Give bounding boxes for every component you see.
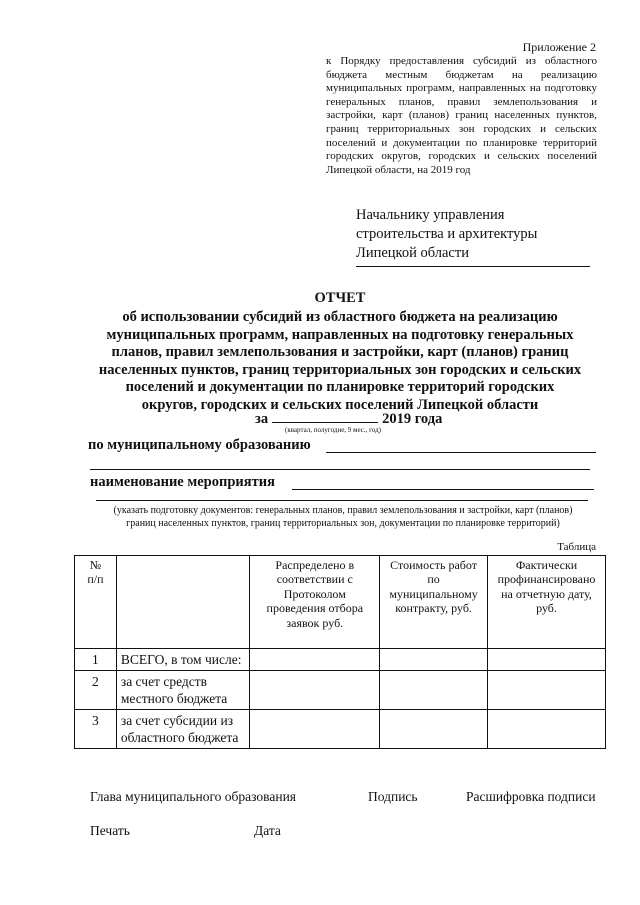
subtitle-line: поселений и документации по планировке территорий городских <box>125 379 555 396</box>
table-label: Таблица <box>557 541 596 553</box>
row-num: 1 <box>75 649 117 671</box>
measure-hint-line: границ населенных пунктов, границ территориальных зон, документации по планировке территорий) <box>126 517 560 529</box>
addressee-line: Начальнику управления <box>356 207 505 223</box>
row-name: ВСЕГО, в том числе: <box>116 649 250 671</box>
period-blank[interactable] <box>272 410 378 423</box>
table-row <box>75 671 606 710</box>
row-cost-cell[interactable] <box>380 649 488 671</box>
appendix-text: к Порядку предоставления субсидий из областного бюджета местным бюджетам на реализацию муниципальных программ, направленных на подготовку генеральных планов, правил землепользования и застройки, карт (планов) границ населенных пунктов, границ территориальных зон городских и сельских поселений и документации по планировке территорий городских округов, городских и сельских поселений Липецкой области, на 2019 год <box>326 55 597 176</box>
row-cost-cell[interactable] <box>380 710 488 749</box>
header-financed: Фактически профинансировано на отчетную дату, руб. <box>488 556 606 649</box>
row-distributed-cell[interactable] <box>250 649 380 671</box>
measure-hint <box>88 505 598 530</box>
subtitle-line: населенных пунктов, границ территориальных зон городских и сельских <box>98 361 582 378</box>
measure-blank-2[interactable] <box>96 500 588 501</box>
report-table <box>74 555 606 749</box>
measure-label: наименование мероприятия <box>90 474 275 490</box>
addressee-block <box>356 206 537 263</box>
header-num-text: п/п <box>87 572 104 587</box>
municipality-blank-2[interactable] <box>90 469 590 470</box>
measure-blank[interactable] <box>292 489 594 490</box>
table-row <box>75 710 606 749</box>
row-cost-cell[interactable] <box>380 671 488 710</box>
row-num: 3 <box>75 710 117 749</box>
measure-hint-line: (указать подготовку документов: генеральных планов, правил землепользования и застройки, карт (планов) <box>113 505 573 516</box>
subtitle-line: округов, городских и сельских поселений Липецкой области <box>141 396 539 413</box>
addressee-signature-line <box>356 266 590 267</box>
table-row <box>75 649 606 671</box>
row-num: 2 <box>75 671 117 710</box>
row-name: за счет средств местного бюджета <box>116 671 250 710</box>
footer-date-label: Дата <box>254 823 281 838</box>
row-distributed-cell[interactable] <box>250 710 380 749</box>
period-hint: (квартал, полугодие, 9 мес., год) <box>284 426 382 434</box>
subtitle-line: об использовании субсидий из областного бюджета на реализацию <box>122 309 558 325</box>
addressee-line: Липецкой области <box>356 245 469 261</box>
subtitle-line: муниципальных программ, направленных на подготовку генеральных <box>106 326 574 343</box>
footer-signature-label: Подпись <box>368 789 418 804</box>
header-num <box>75 556 117 649</box>
header-name <box>116 556 250 649</box>
period-prefix: за <box>255 411 269 427</box>
footer-decryption-label: Расшифровка подписи <box>466 789 596 804</box>
footer-stamp-label: Печать <box>90 823 130 838</box>
row-distributed-cell[interactable] <box>250 671 380 710</box>
row-financed-cell[interactable] <box>488 649 606 671</box>
row-financed-cell[interactable] <box>488 710 606 749</box>
report-title: ОТЧЕТ <box>314 290 366 306</box>
header-distributed: Распределено в соответствии с Протоколом проведения отбора заявок руб. <box>250 556 380 649</box>
row-financed-cell[interactable] <box>488 671 606 710</box>
row-name: за счет субсидии из областного бюджета <box>116 710 250 749</box>
municipality-blank[interactable] <box>326 452 596 453</box>
report-subtitle <box>60 309 620 415</box>
appendix-title: Приложение 2 <box>522 40 596 54</box>
addressee-line: строительства и архитектуры <box>356 226 538 242</box>
footer-head-label: Глава муниципального образования <box>90 789 297 804</box>
table-header-row <box>75 556 606 649</box>
subtitle-line: планов, правил землепользования и застройки, карт (планов) границ <box>111 344 569 361</box>
period-suffix: 2019 года <box>382 411 443 427</box>
municipality-label: по муниципальному образованию <box>88 437 311 453</box>
header-cost: Стоимость работ по муниципальному контракту, руб. <box>380 556 488 649</box>
header-num-symbol: № <box>89 558 102 572</box>
